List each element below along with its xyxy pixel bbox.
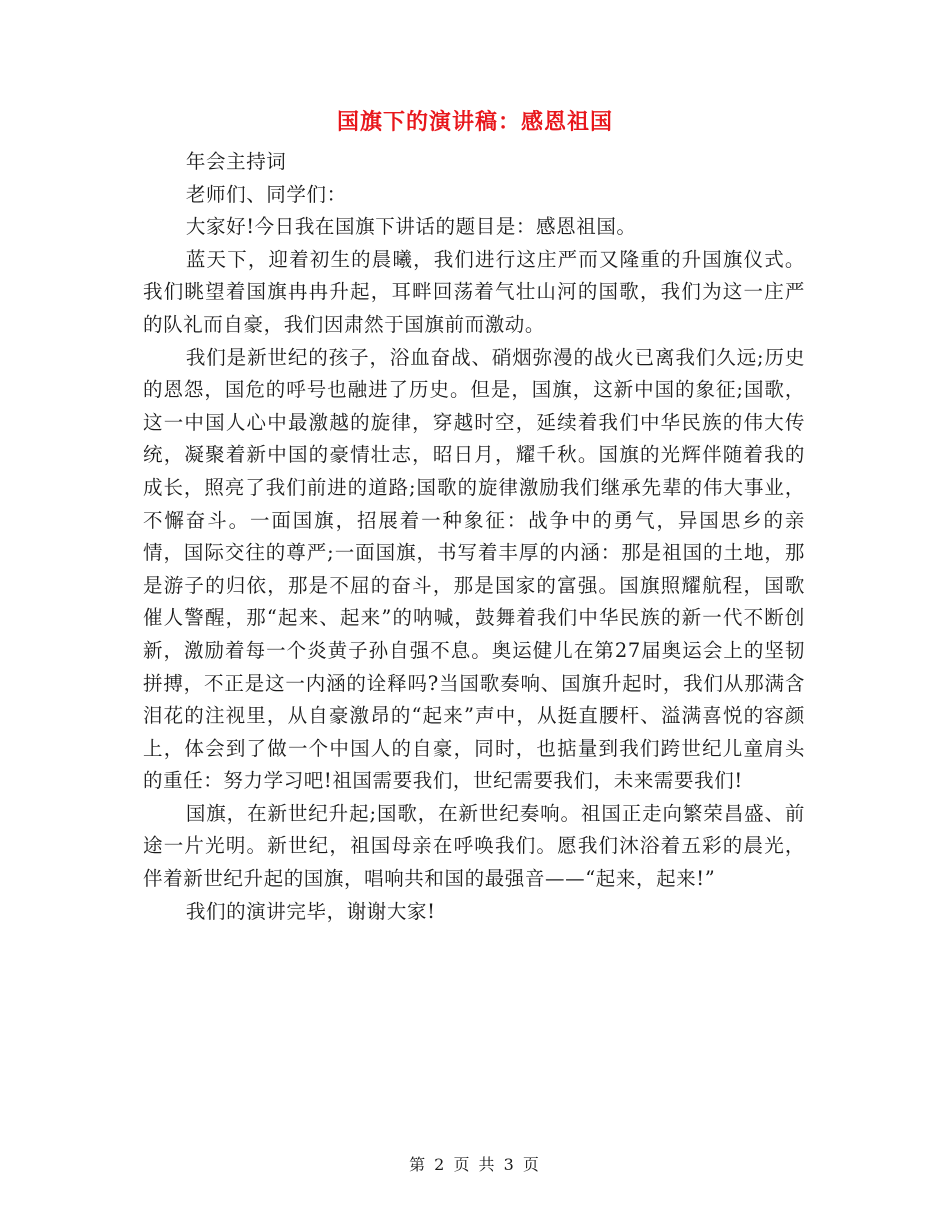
paragraph-3: 大家好!今日我在国旗下讲话的题目是：感恩祖国。 bbox=[185, 215, 637, 239]
paragraph-1: 年会主持词 bbox=[185, 150, 287, 173]
paragraph-6: 国旗，在新世纪升起;国歌，在新世纪奏响。祖国正走向繁荣昌盛、前途一片光明。新世纪，祖国母亲在呼唤我们。愿我们沐浴着五彩的晨光，伴着新世纪升起的国旗，唱响共和国的最强音——“起来，起来!” bbox=[143, 801, 805, 891]
page-number-footer: 第 2 页 共 3 页 bbox=[409, 1155, 541, 1174]
document-title: 国旗下的演讲稿：感恩祖国 bbox=[336, 109, 613, 135]
paragraph-5: 我们是新世纪的孩子，浴血奋战、硝烟弥漫的战火已离我们久远;历史的恩怨，国危的呼号也融进了历史。但是，国旗，这新中国的象征;国歌，这一中国人心中最激越的旋律，穿越时空，延续着我们中华民族的伟大传统，凝聚着新中国的豪情壮志，昭日月，耀千秋。国旗的光辉伴随着我的成长，照亮了我们前进的道路;国歌的旋律激励我们继承先辈的伟大事业，不懈奋斗。一面国旗，招展着一种象征：战争中的勇气，异国思乡的亲情，国际交往的尊严;一面国旗，书写着丰厚的内涵：那是祖国的土地，那是游子的归依，那是不屈的奋斗，那是国家的富强。国旗照耀航程，国歌催人警醒，那“起来、起来”的呐喊，鼓舞着我们中华民族的新一代不断创新，激励着每一个炎黄子孙自强不息。奥运健儿在第27届奥运会上的坚韧拼搏，不正是这一内涵的诠释吗?当国歌奏响、国旗升起时，我们从那满含泪花的注视里，从自豪激昂的“起来”声中，从挺直腰杆、溢满喜悦的容颜上，体会到了做一个中国人的自豪，同时，也掂量到我们跨世纪儿童肩头的重任：努力学习吧!祖国需要我们，世纪需要我们，未来需要我们! bbox=[143, 345, 805, 793]
paragraph-4: 蓝天下，迎着初生的晨曦，我们进行这庄严而又隆重的升国旗仪式。我们眺望着国旗冉冉升起，耳畔回荡着气壮山河的国歌，我们为这一庄严的队礼而自豪，我们因肃然于国旗前而激动。 bbox=[143, 247, 805, 336]
paragraph-7: 我们的演讲完毕，谢谢大家! bbox=[185, 899, 436, 923]
document-body bbox=[143, 146, 805, 928]
paragraph-2: 老师们、同学们： bbox=[185, 182, 347, 206]
